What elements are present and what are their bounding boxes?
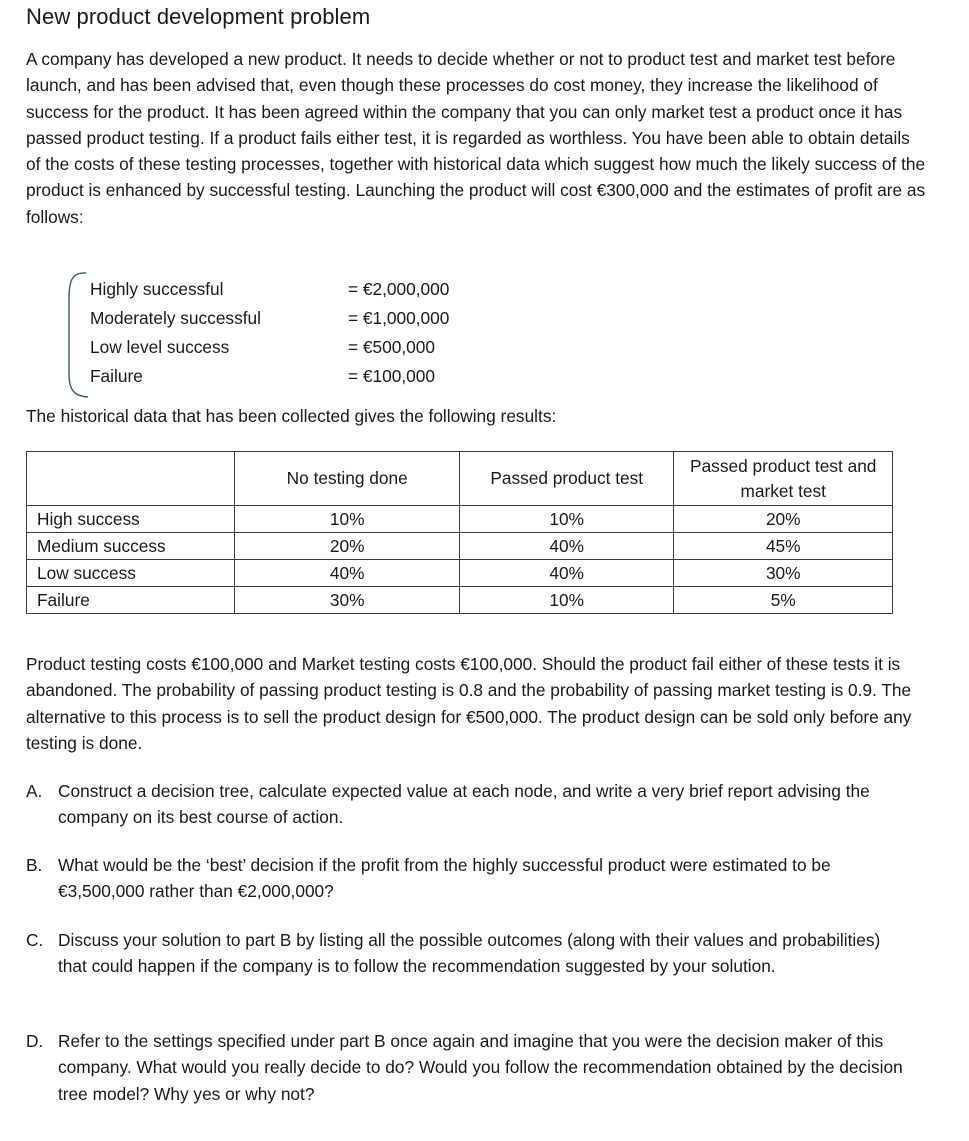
- row-label: Low success: [27, 560, 235, 587]
- table-header-cell: Passed product test: [459, 452, 673, 506]
- page-title: New product development problem: [26, 4, 371, 29]
- historical-intro: The historical data that has been collected gives the following results:: [26, 406, 557, 426]
- question-letter: D.: [26, 1031, 44, 1051]
- question-letter: C.: [26, 930, 44, 950]
- profit-value: = €1,000,000: [348, 308, 450, 328]
- table-cell: 40%: [459, 533, 673, 560]
- profit-label: Moderately successful: [90, 308, 261, 328]
- table-cell: 10%: [235, 506, 460, 533]
- historical-data-table: [26, 451, 893, 614]
- bracket-annotation: [66, 270, 90, 402]
- table-row: [27, 560, 893, 587]
- profit-label: Low level success: [90, 337, 230, 357]
- table-cell: 20%: [235, 533, 460, 560]
- question-text: What would be the ‘best’ decision if the profit from the highly successful product were estimated to be €3,500,000 rather than €2,000,000?: [58, 855, 831, 902]
- table-header-cell: Passed product test and market test: [674, 452, 893, 506]
- table-header-row: [27, 452, 893, 506]
- table-cell: 45%: [674, 533, 893, 560]
- table-cell: 30%: [674, 560, 893, 587]
- table-header-cell: [27, 452, 235, 506]
- question-text: Discuss your solution to part B by listing all the possible outcomes (along with their values and probabilities) that could happen if the company is to follow the recommendation suggested by your solution.: [58, 930, 881, 977]
- question-text: Construct a decision tree, calculate expected value at each node, and write a very brief report advising the company on its best course of action.: [58, 781, 870, 828]
- table-row: [27, 587, 893, 614]
- row-label: Failure: [27, 587, 235, 614]
- table-cell: 30%: [235, 587, 460, 614]
- table-cell: 40%: [235, 560, 460, 587]
- table-cell: 10%: [459, 587, 673, 614]
- profit-label: Highly successful: [90, 279, 224, 299]
- table-cell: 10%: [459, 506, 673, 533]
- question-text: Refer to the settings specified under part B once again and imagine that you were the decision maker of this company. What would you really decide to do? Would you follow the recommendation obtained by the decision tree model? Why yes or why not?: [58, 1031, 903, 1104]
- table-row: [27, 506, 893, 533]
- intro-paragraph: A company has developed a new product. It needs to decide whether or not to product test and market test before launch, and has been advised that, even though these processes do cost money, they increase the likelihood of success for the product. It has been agreed within the company that you can only market test a product once it has passed product testing. If a product fails either test, it is regarded as worthless. You have been able to obtain details of the costs of these testing processes, together with historical data which suggest how much the likely success of the product is enhanced by successful testing. Launching the product will cost €300,000 and the estimates of profit are as follows:: [26, 49, 926, 227]
- table-cell: 5%: [674, 587, 893, 614]
- row-label: Medium success: [27, 533, 235, 560]
- row-label: High success: [27, 506, 235, 533]
- profit-value: = €500,000: [348, 337, 435, 357]
- testing-info-paragraph: Product testing costs €100,000 and Market testing costs €100,000. Should the product fail either of these tests it is abandoned. The probability of passing product testing is 0.8 and the probability of passing market testing is 0.9. The alternative to this process is to sell the product design for €500,000. The product design can be sold only before any testing is done.: [26, 654, 912, 753]
- question-letter: A.: [26, 781, 43, 801]
- table-header-cell: No testing done: [235, 452, 460, 506]
- profit-value: = €100,000: [348, 366, 435, 386]
- table-cell: 40%: [459, 560, 673, 587]
- table-cell: 20%: [674, 506, 893, 533]
- profit-value: = €2,000,000: [348, 279, 450, 299]
- profit-label: Failure: [90, 366, 143, 386]
- question-letter: B.: [26, 855, 43, 875]
- table-row: [27, 533, 893, 560]
